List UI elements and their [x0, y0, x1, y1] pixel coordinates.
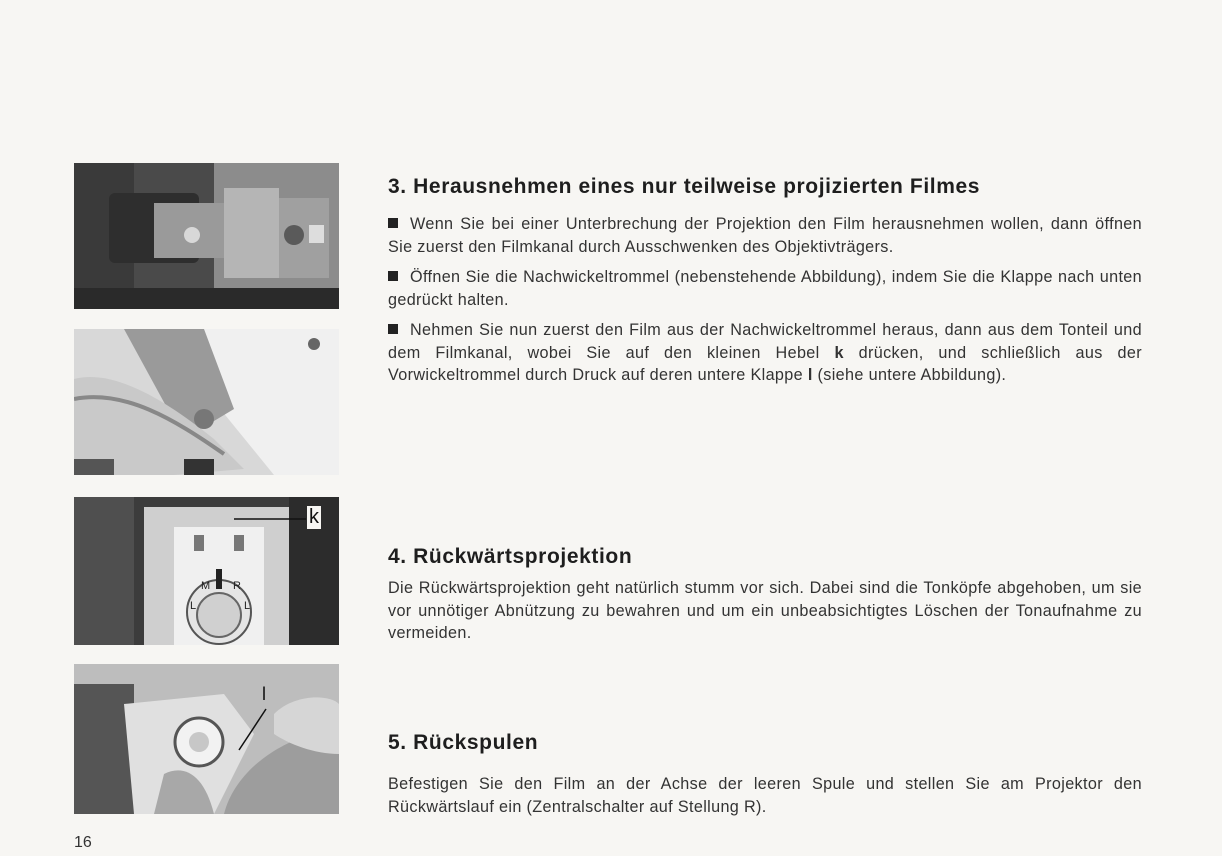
- switch-label-L-left: L: [190, 600, 197, 612]
- label-l: l: [262, 684, 266, 704]
- section-3-p3-text-c: (siehe untere Abbildung).: [812, 366, 1007, 384]
- section-4: [388, 545, 1142, 645]
- section-5-title: 5. Rückspulen: [388, 731, 539, 754]
- bullet-square-icon: [388, 218, 398, 228]
- section-3-paragraph-3: [388, 319, 1142, 387]
- section-3-paragraph-1: [388, 213, 1142, 258]
- section-3-p3-flap-l: l: [807, 366, 813, 384]
- section-5: [388, 731, 1142, 818]
- switch-label-I: I: [218, 572, 222, 584]
- switch-label-R: R: [233, 580, 241, 592]
- section-3-p3-text-b: drücken, und schließlich aus der Vorwickeltrommel durch Druck auf deren untere Klappe: [388, 343, 1142, 384]
- section-4-title: 4. Rückwärtsprojektion: [388, 545, 633, 568]
- section-3-p2-text: Öffnen Sie die Nachwickeltrommel (nebenstehende Abbildung), indem Sie die Klappe nach unten gedrückt halten.: [388, 268, 1142, 309]
- switch-label-L-right: L: [244, 600, 251, 612]
- section-3-title: 3. Herausnehmen eines nur teilweise projizierten Filmes: [388, 175, 981, 198]
- bullet-square-icon: [388, 324, 398, 334]
- section-3-p3-text-a: Nehmen Sie nun zuerst den Film aus der Nachwickeltrommel heraus, dann aus dem Tonteil und dem Filmkanal, wobei Sie auf den kleinen Hebel: [388, 321, 1142, 362]
- section-3-paragraph-2: [388, 266, 1142, 311]
- page-number: 16: [74, 834, 92, 851]
- photo-switch-panel: [74, 497, 339, 645]
- photo-film-channel: [74, 163, 339, 309]
- label-k: k: [309, 506, 319, 528]
- section-4-paragraph: Die Rückwärtsprojektion geht natürlich stumm vor sich. Dabei sind die Tonköpfe abgehoben, um sie vor unnötiger Abnützung zu bewahren und um ein unbeabsichtigtes Löschen der Tonaufnahme zu vermeiden.: [388, 579, 1142, 642]
- section-3: [388, 175, 1142, 387]
- bullet-square-icon: [388, 271, 398, 281]
- photo-take-up-drum: [74, 329, 339, 475]
- switch-label-M: M: [201, 580, 211, 592]
- photo-feed-drum-flap: [74, 664, 339, 814]
- section-3-p1-text: Wenn Sie bei einer Unterbrechung der Projektion den Film herausnehmen wollen, dann öffnen Sie zuerst den Filmkanal durch Ausschwenken des Objektivträgers.: [388, 215, 1142, 256]
- section-5-paragraph: Befestigen Sie den Film an der Achse der leeren Spule und stellen Sie am Projektor den Rückwärtslauf ein (Zentralschalter auf Stellung R).: [388, 775, 1142, 816]
- section-3-p3-lever-k: k: [834, 343, 844, 362]
